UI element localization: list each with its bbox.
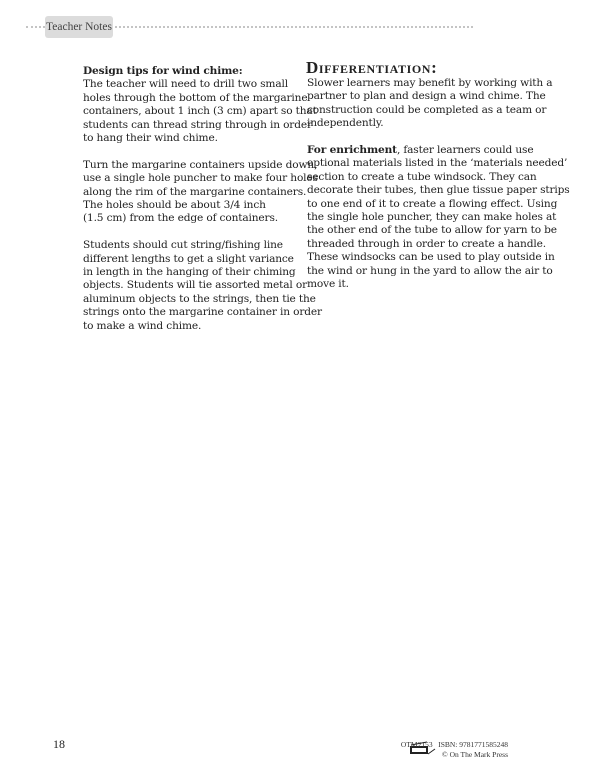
text-line: different lengths to get a slight variance — [83, 252, 294, 265]
paragraph — [83, 159, 322, 226]
text-line: the other end of the tube to allow for yarn to be — [307, 224, 557, 237]
text-line: strings onto the margarine container in order — [83, 306, 322, 319]
text-line: (1.5 cm) from the edge of containers. — [83, 212, 278, 225]
section-tab: Teacher Notes — [45, 16, 113, 38]
text-line: section to create a tube windsock. They can — [307, 170, 537, 183]
differentiation-heading: Differentiation: — [306, 58, 438, 77]
text-line: optional materials listed in the ‘materials needed’ — [307, 157, 568, 170]
product-code-isbn: OTM2153 ISBN: 9781771585248 — [400, 740, 508, 749]
text-line: students can thread string through in order — [83, 118, 312, 131]
page-number: 18 — [53, 737, 65, 751]
text-line: to hang their wind chime. — [83, 132, 218, 145]
design-tips-title: Design tips for wind chime: — [83, 65, 243, 77]
text-line: in length in the hanging of their chiming — [83, 266, 296, 279]
text-line: to make a wind chime. — [83, 319, 202, 332]
design-tips-column — [83, 65, 322, 346]
text-line: containers, about 1 inch (3 cm) apart so that — [83, 105, 317, 118]
text-line: independently. — [307, 117, 384, 130]
differentiation-column — [307, 77, 570, 305]
footer-publication-info — [401, 740, 508, 760]
text-line: aluminum objects to the strings, then tie the — [83, 292, 316, 305]
text-line: the single hole puncher, they can make holes at — [307, 211, 557, 224]
text-line: The holes should be about 3/4 inch — [83, 199, 266, 212]
text-line: Slower learners may benefit by working with a — [307, 77, 553, 89]
text-line: threaded through in order to create a handle. — [307, 237, 546, 250]
text-line: use a single hole puncher to make four holes — [83, 172, 318, 185]
text-line: The teacher will need to drill two small — [83, 78, 288, 91]
text-line: along the rim of the margarine containers. — [83, 185, 307, 198]
text-line: holes through the bottom of the margarine — [83, 91, 308, 104]
text-line: move it. — [307, 278, 349, 291]
text-line: These windsocks can be used to play outside in — [307, 251, 555, 264]
text-line: Students should cut string/fishing line — [83, 239, 283, 252]
text-line: construction could be completed as a team or — [307, 103, 547, 116]
enrichment-label: For enrichment — [307, 144, 397, 157]
paragraph — [307, 144, 570, 291]
text-line: decorate their tubes, then glue tissue paper strips — [307, 184, 570, 197]
paragraph — [83, 239, 322, 333]
text-line: partner to plan and design a wind chime. The — [307, 90, 546, 103]
paragraph — [83, 78, 322, 145]
text-line: to one end of it to create a flowing effect. Using — [307, 197, 558, 210]
text-line: objects. Students will tie assorted metal or — [83, 279, 308, 292]
text-line: Turn the margarine containers upside down, — [83, 158, 318, 171]
paragraph — [307, 77, 570, 131]
text-line: the wind or hung in the yard to allow the air to — [307, 264, 553, 277]
copyright: © On The Mark Press — [442, 750, 508, 759]
text-line: For enrichment, faster learners could use — [307, 144, 534, 157]
